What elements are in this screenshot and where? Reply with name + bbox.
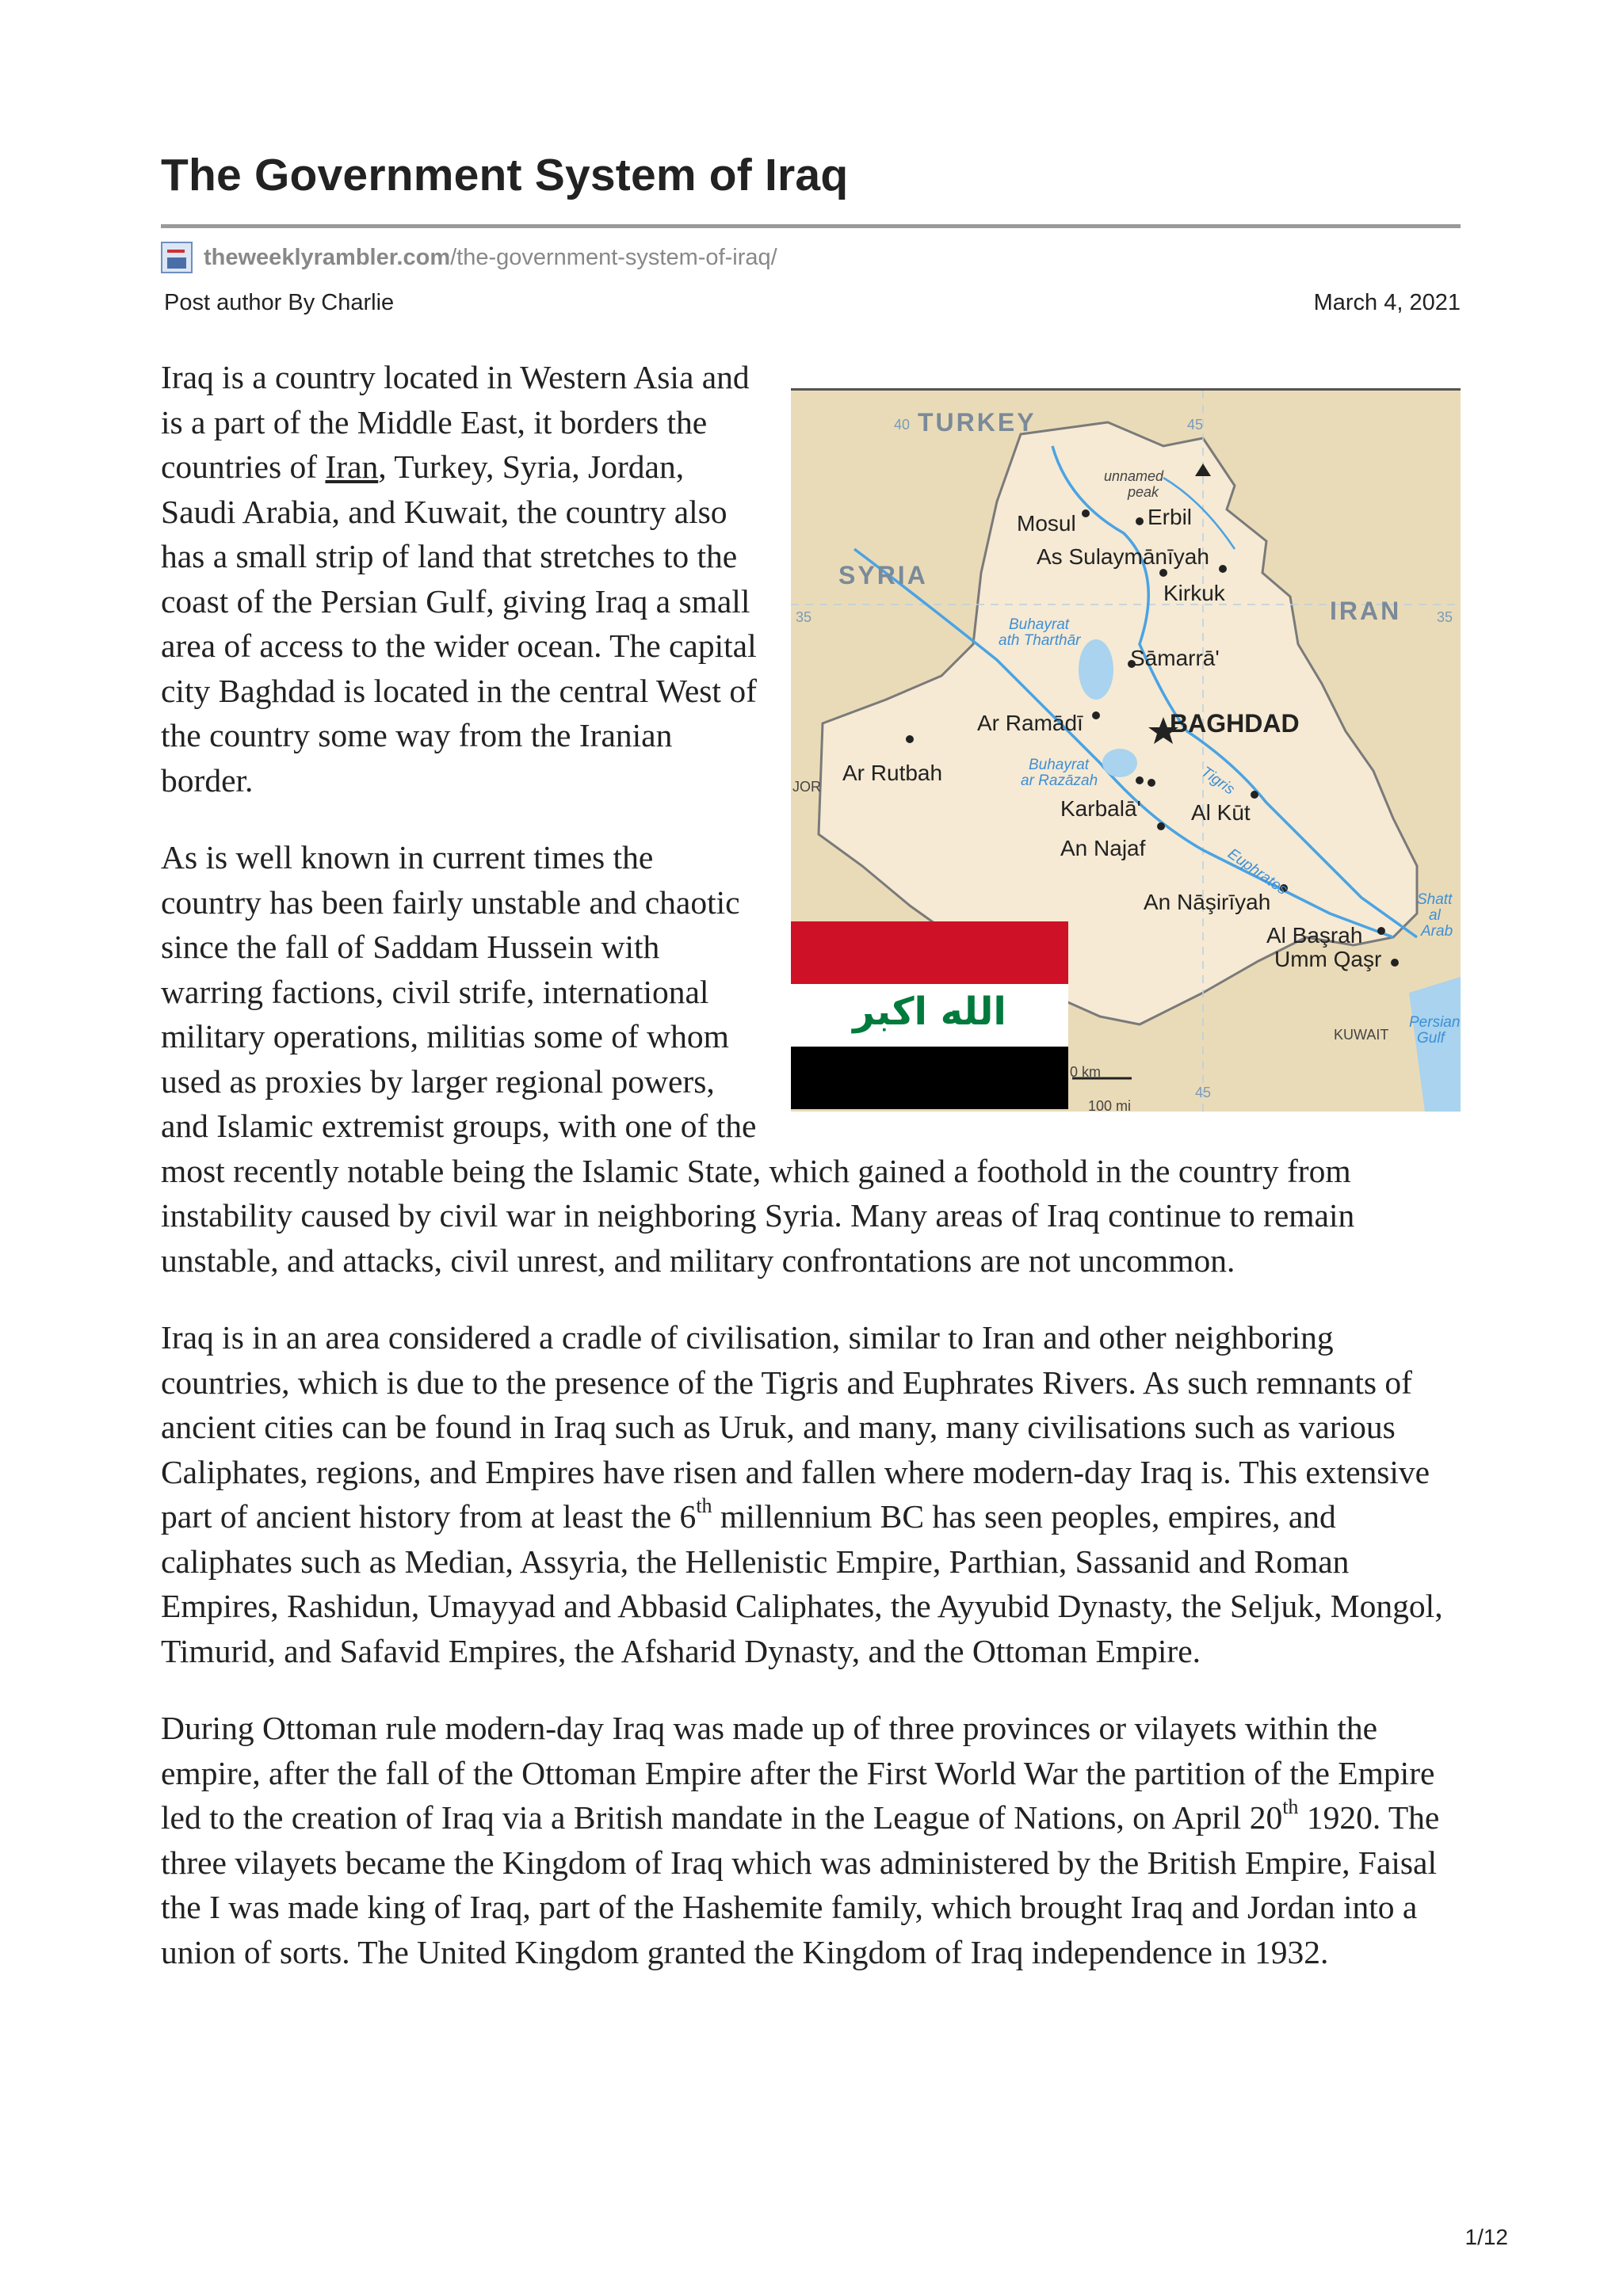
source-line xyxy=(161,242,777,273)
map-label-nasiriyah: An Nāşirīyah xyxy=(1144,890,1271,914)
page-title: The Government System of Iraq xyxy=(161,150,849,200)
city-dot-erbil xyxy=(1136,517,1144,525)
map-grid-35-right: 35 xyxy=(1437,609,1453,625)
flag-black-stripe xyxy=(791,1047,1068,1109)
paragraph-3: Iraq is in an area considered a cradle of civilisation, similar to Iran and other neighboring countries, which is due to the presence of the Tigris and Euphrates Rivers. As such remnants of ancient cities can be found in Iraq such as Uruk, and many, many civilisations such as various Caliphates, regions, and Empires have risen and fallen where modern-day Iraq is. This extensive part of ancient history from at least the 6th millennium BC has seen peoples, empires, and caliphates such as Median, Assyria, the Hellenistic Empire, Parthian, Sassanid and Roman Empires, Rashidun, Umayyad and Abbasid Caliphates, the Ayyubid Dynasty, the Seljuk, Mongol, Timurid, and Safavid Empires, the Afsharid Dynasty, and the Ottoman Empire. xyxy=(161,1319,1443,1669)
post-date: March 4, 2021 xyxy=(1313,290,1461,315)
map-label-jordan: JOR xyxy=(792,779,821,795)
map-label-karbala: Karbalā' xyxy=(1060,796,1141,821)
flag-red-stripe xyxy=(791,921,1068,984)
map-label-gulf-2: Gulf xyxy=(1417,1030,1445,1047)
paragraph-4: During Ottoman rule modern-day Iraq was made up of three provinces or vilayets within the empire, after the fall of the Ottoman Empire after the First World War the partition of the Empire led to the creation of Iraq via a British mandate in the League of Nations, on April 20th 1920. The three vilayets became the Kingdom of Iraq which was administered by the British Empire, Faisal the I was made king of Iraq, part of the Hashemite family, which brought Iraq and Jordan into a union of sorts. The United Kingdom granted the Kingdom of Iraq independence in 1932. xyxy=(161,1710,1440,1970)
city-dot-najaf xyxy=(1157,822,1165,830)
paragraph-2: As is well known in current times the country has been fairly unstable and chaotic since the fall of Saddam Hussein with warring factions, civil strife, international military operations, militias some of whom used as proxies by larger regional powers, and Islamic extremist groups, with one of the most recently notable being the Islamic State, which gained a foothold in the country from instability caused by civil war in neighboring Syria. Many areas of Iraq continue to remain unstable, and attacks, civil unrest, and military confrontations are not uncommon. xyxy=(161,839,1355,1279)
iraq-flag xyxy=(791,921,1068,1109)
city-dot-ramadi xyxy=(1092,711,1100,719)
title-divider xyxy=(161,224,1461,228)
map-label-shatt-1: Shatt xyxy=(1417,891,1453,908)
post-author: Post author By Charlie xyxy=(164,290,395,315)
map-label-turkey: TURKEY xyxy=(918,408,1037,437)
map-label-peak-1: unnamed xyxy=(1104,468,1164,484)
site-favicon-icon xyxy=(161,242,193,273)
map-label-umm-qasr: Umm Qaşr xyxy=(1274,947,1382,971)
iran-link[interactable]: Iran xyxy=(325,448,379,485)
source-path: /the-government-system-of-iraq/ xyxy=(450,244,777,270)
map-grid-40: 40 xyxy=(894,417,911,433)
city-dot-rutbah xyxy=(906,735,914,743)
map-label-tharthar-2: ath Tharthār xyxy=(999,632,1081,649)
map-label-baghdad: BAGHDAD xyxy=(1170,709,1300,738)
map-label-gulf-1: Persian xyxy=(1409,1014,1461,1031)
city-dot-kut xyxy=(1251,791,1258,799)
map-label-tharthar-1: Buhayrat xyxy=(1009,616,1070,633)
map-scale-km: 0 km xyxy=(1070,1064,1102,1080)
map-grid-45-top: 45 xyxy=(1187,417,1204,433)
map-label-rutbah: Ar Rutbah xyxy=(842,761,943,785)
city-dot-karbala-2 xyxy=(1148,779,1155,787)
map-grid-45-bottom: 45 xyxy=(1195,1085,1212,1100)
map-label-najaf: An Najaf xyxy=(1060,836,1146,860)
map-label-ramadi: Ar Ramādī xyxy=(977,711,1083,735)
map-label-euphrates: Euphrates xyxy=(1224,845,1291,899)
map-label-peak-2: peak xyxy=(1128,484,1159,500)
lake-razazah xyxy=(1102,749,1137,777)
map-label-erbil: Erbil xyxy=(1148,505,1193,529)
city-dot-umm-qasr xyxy=(1391,959,1399,967)
map-label-samarra: Sāmarrā' xyxy=(1130,646,1220,670)
map-label-shatt-2: al xyxy=(1429,907,1441,924)
city-dot-mosul xyxy=(1082,509,1090,517)
city-dot-karbala xyxy=(1136,776,1144,784)
map-label-razazah-1: Buhayrat xyxy=(1029,757,1090,773)
map-label-razazah-2: ar Razāzah xyxy=(1021,772,1098,789)
iraq-map-figure xyxy=(791,388,1461,1112)
map-label-mosul: Mosul xyxy=(1017,511,1076,536)
source-link[interactable] xyxy=(204,245,777,271)
lake-tharthar xyxy=(1079,639,1113,700)
map-label-sulaymaniyah: As Sulaymānīyah xyxy=(1037,544,1209,569)
source-domain: theweeklyrambler.com xyxy=(204,244,451,270)
map-label-basrah: Al Başrah xyxy=(1266,923,1363,948)
map-grid-35-left: 35 xyxy=(796,609,812,625)
city-dot-basrah xyxy=(1377,927,1385,935)
map-label-iran: IRAN xyxy=(1330,597,1402,625)
map-label-kirkuk: Kirkuk xyxy=(1163,581,1225,605)
paragraph-1: Iraq is a country located in Western Asia and is a part of the Middle East, it borders the countries of Iran, Turkey, Syria, Jordan, Saudi Arabia, and Kuwait, the country also has a small strip of land that stretches to the coast of the Persian Gulf, giving Iraq a small area of access to the wider ocean. The capital city Baghdad is located in the central West of the country some way from the Iranian border. xyxy=(161,359,757,799)
map-label-kut: Al Kūt xyxy=(1191,800,1251,825)
map-label-tigris: Tigris xyxy=(1197,763,1238,799)
article-body xyxy=(161,355,1461,2007)
page-number: 1/12 xyxy=(1465,2225,1508,2249)
map-label-shatt-3: Arab xyxy=(1421,923,1453,940)
flag-takbir-text: الله اكبر xyxy=(853,990,1006,1034)
map-scale-mi: 100 mi xyxy=(1088,1098,1132,1112)
map-label-syria: SYRIA xyxy=(838,561,928,589)
map-label-kuwait: KUWAIT xyxy=(1334,1027,1389,1043)
